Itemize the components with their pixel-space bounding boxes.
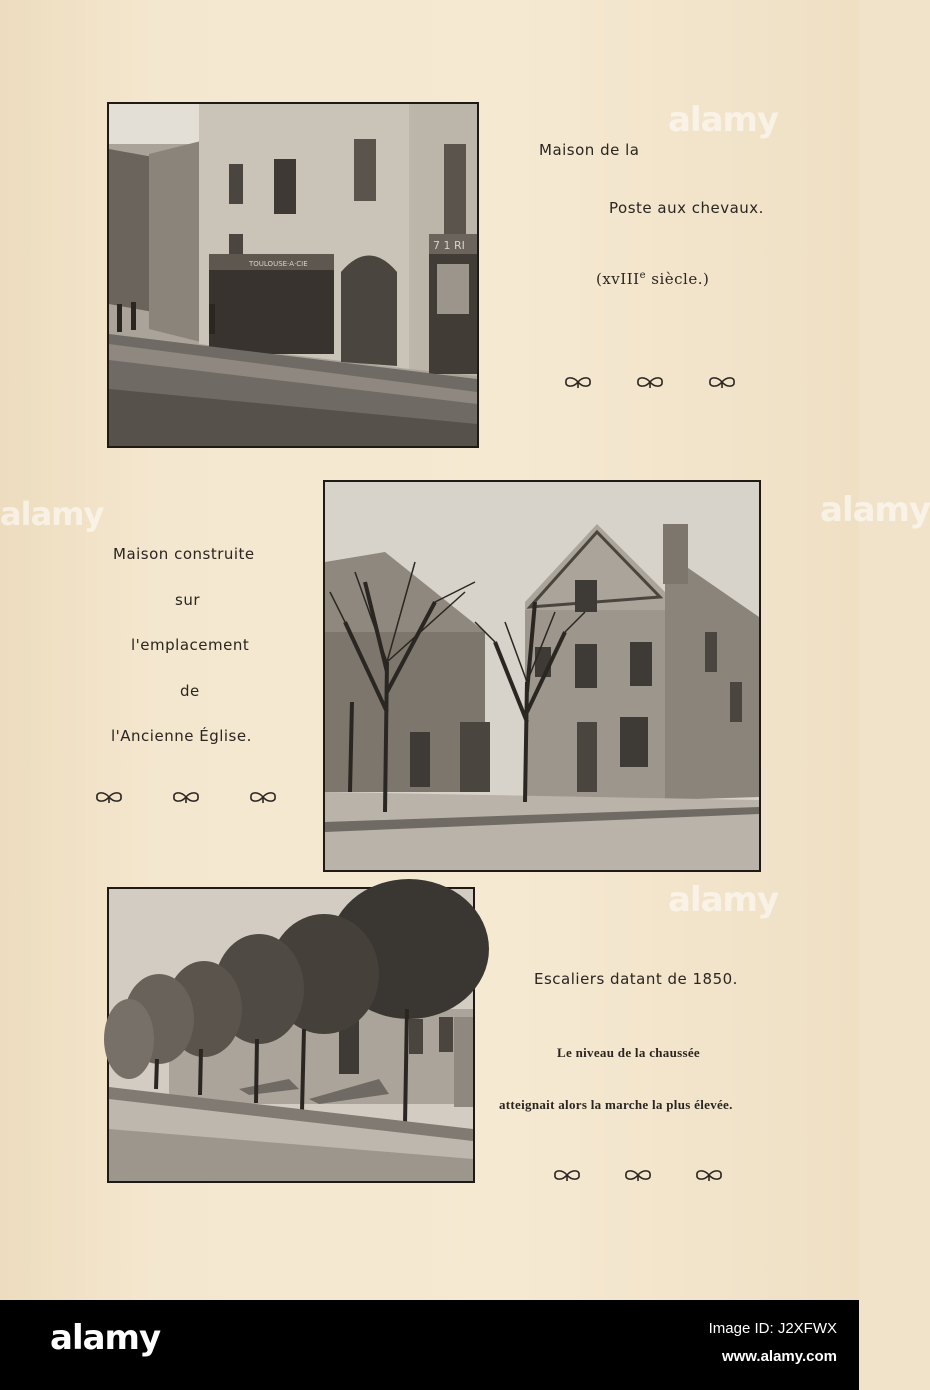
site-url[interactable]: www.alamy.com	[721, 1348, 837, 1365]
fleuron-icon	[552, 1168, 582, 1182]
shop-sign-left: TOULOUSE·A·CIE	[249, 260, 308, 268]
fleuron-icon	[248, 790, 278, 804]
date-suffix: siècle.)	[645, 270, 710, 288]
caption-line-2: Poste aux chevaux.	[609, 199, 764, 217]
photo-poste-aux-chevaux	[107, 102, 479, 448]
fleuron-icon	[635, 375, 665, 389]
watermark: alamy	[668, 100, 779, 140]
caption-line-1: Escaliers datant de 1850.	[534, 970, 738, 988]
street-photo-image	[109, 104, 477, 446]
fleuron-icon	[694, 1168, 724, 1182]
note-line-1: Le niveau de la chaussée	[557, 1045, 700, 1060]
caption-line-1: Maison construite	[113, 545, 255, 563]
caption-line-5: l'Ancienne Église.	[111, 727, 252, 745]
house-photo-image	[325, 482, 759, 870]
alamy-logo[interactable]: alamy	[50, 1318, 161, 1358]
watermark: alamy	[820, 490, 930, 530]
image-id: Image ID: J2XFWX	[708, 1320, 837, 1337]
fleuron-icon	[707, 375, 737, 389]
note-line-2: atteignait alors la marche la plus élevée.	[499, 1097, 733, 1112]
caption-line-1: Maison de la	[539, 141, 640, 159]
fleuron-icon	[94, 790, 124, 804]
watermark: alamy	[668, 880, 779, 920]
shop-sign-right: 7 1 RI	[433, 239, 465, 252]
caption-line-3: l'emplacement	[131, 636, 250, 654]
stairs-photo-image	[109, 889, 473, 1181]
photo-ancienne-eglise	[323, 480, 761, 872]
date-prefix: (xvIII	[596, 270, 640, 288]
photo-escaliers-1850	[107, 887, 475, 1183]
fleuron-icon	[563, 375, 593, 389]
fleuron-icon	[623, 1168, 653, 1182]
fleuron-icon	[171, 790, 201, 804]
caption-line-2: sur	[175, 591, 200, 609]
caption-date	[596, 270, 709, 288]
stock-footer	[0, 1300, 859, 1390]
watermark: alamy	[0, 495, 104, 533]
caption-line-4: de	[180, 682, 200, 700]
date-superscript: e	[639, 270, 646, 281]
